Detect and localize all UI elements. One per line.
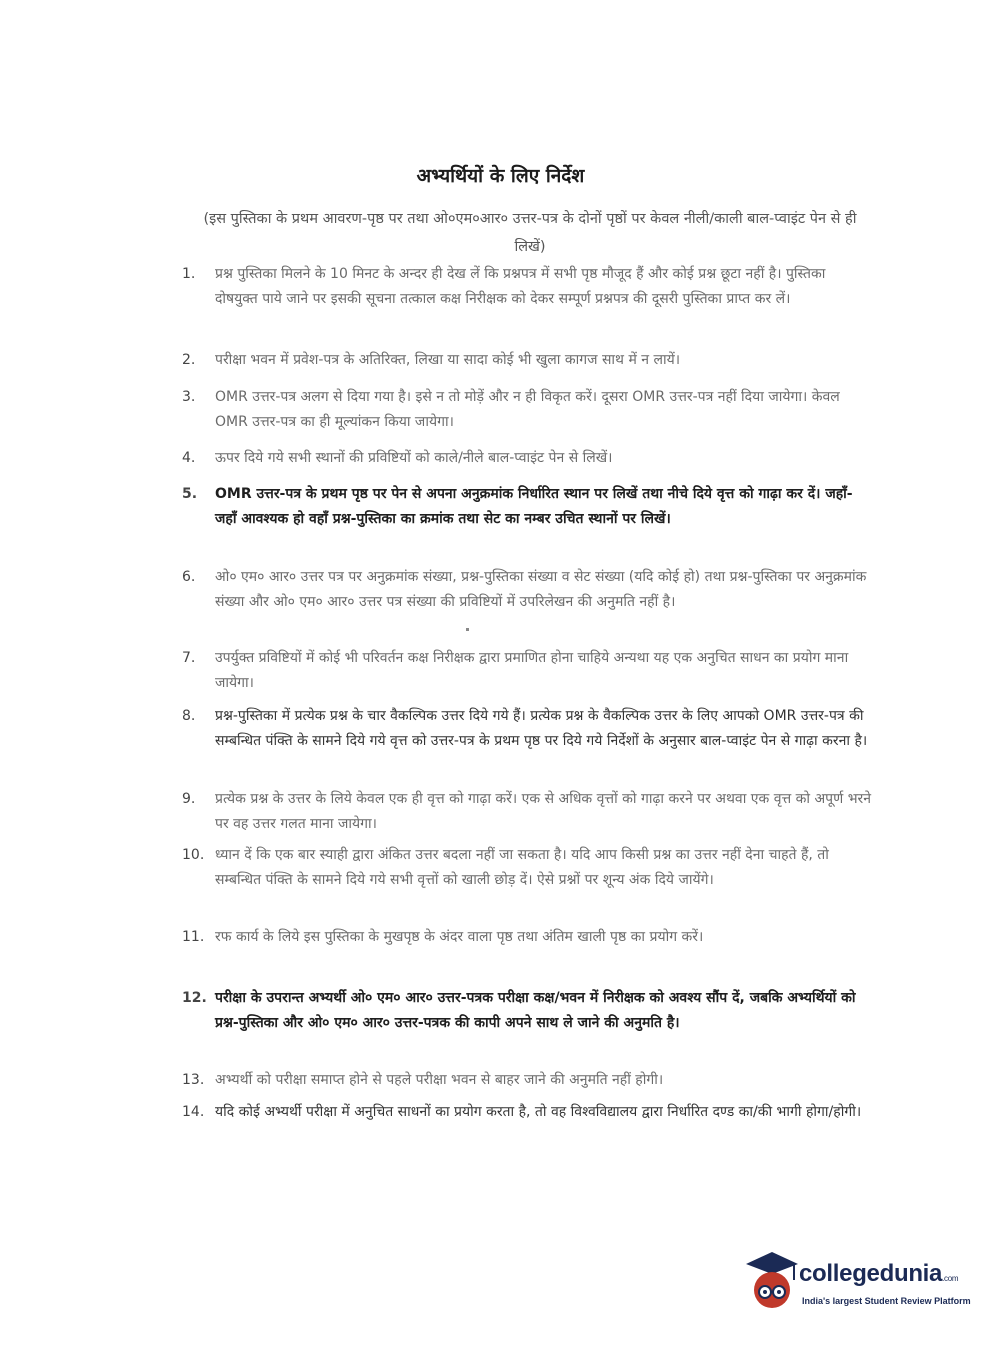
instruction-number: 3. (182, 389, 196, 405)
instruction-item (182, 262, 872, 312)
brand-tagline: India's largest Student Review Platform (802, 1296, 971, 1306)
instruction-item (182, 787, 872, 837)
instruction-number: 5. (182, 486, 198, 502)
instruction-number: 2. (182, 352, 196, 368)
instruction-text: अभ्यर्थी को परीक्षा समाप्त होने से पहले परीक्षा भवन से बाहर जाने की अनुमति नहीं होगी। (215, 1072, 664, 1088)
instruction-item (182, 1068, 872, 1093)
instruction-number: 13. (182, 1072, 205, 1088)
instruction-number: 1. (182, 266, 196, 282)
student-mascot-icon (742, 1250, 802, 1320)
instruction-text: ऊपर दिये गये सभी स्थानों की प्रविष्टियों को काले/नीले बाल-प्वाइंट पेन से लिखें। (215, 450, 613, 466)
instruction-number: 14. (182, 1104, 205, 1120)
instruction-text: रफ कार्य के लिये इस पुस्तिका के मुखपृष्ठ के अंदर वाला पृष्ठ तथा अंतिम खाली पृष्ठ का प्रयोग करें। (215, 929, 704, 945)
instruction-item (182, 1100, 872, 1125)
instruction-item (182, 704, 872, 754)
instruction-item (182, 385, 872, 435)
instruction-text: प्रत्येक प्रश्न के उत्तर के लिये केवल एक ही वृत्त को गाढ़ा करें। एक से अधिक वृत्तों को गाढ़ा करने पर अथवा एक वृत्त को अपूर्ण भरने पर वह उत्तर गलत माना जायेगा। (215, 791, 872, 832)
instruction-item (182, 446, 872, 471)
instruction-text: ओ० एम० आर० उत्तर पत्र पर अनुक्रमांक संख्या, प्रश्न-पुस्तिका संख्या व सेट संख्या (यदि कोई हो) तथा प्रश्न-पुस्तिका पर अनुक्रमांक संख्या और ओ० एम० आर० उत्तर पत्र संख्या की प्रविष्टियों में उपरिलेखन की अनुमति नहीं है। (215, 569, 867, 610)
instruction-item (182, 986, 872, 1036)
instruction-number: 11. (182, 929, 205, 945)
instruction-number: 8. (182, 708, 196, 724)
page-title: अभ्यर्थियों के लिए निर्देश (416, 165, 585, 187)
speck-mark (466, 628, 469, 631)
instruction-item (182, 843, 872, 893)
instruction-text: प्रश्न पुस्तिका मिलने के 10 मिनट के अन्दर ही देख लें कि प्रश्नपत्र में सभी पृष्ठ मौजूद हैं और कोई प्रश्न छूटा नहीं है। पुस्तिका दोषयुक्त पाये जाने पर इसकी सूचना तत्काल कक्ष निरीक्षक को देकर सम्पूर्ण प्रश्नपत्र की दूसरी पुस्तिका प्राप्त कर लें। (215, 266, 826, 307)
instruction-number: 12. (182, 990, 207, 1006)
page-subtitle: (इस पुस्तिका के प्रथम आवरण-पृष्ठ पर तथा ओ०एम०आर० उत्तर-पत्र के दोनों पृष्ठों पर केवल नीली/काली बाल-प्वाइंट पेन से ही लिखें) (203, 211, 857, 255)
instruction-text: परीक्षा के उपरान्त अभ्यर्थी ओ० एम० आर० उत्तर-पत्रक परीक्षा कक्ष/भवन में निरीक्षक को अवश्य सौंप दें, जबकि अभ्यर्थियों को प्रश्न-पुस्तिका और ओ० एम० आर० उत्तर-पत्रक की कापी अपने साथ ले जाने की अनुमति है। (215, 990, 856, 1031)
instruction-text: परीक्षा भवन में प्रवेश-पत्र के अतिरिक्त, लिखा या सादा कोई भी खुला कागज साथ में न लायें। (215, 352, 681, 368)
instruction-text: ध्यान दें कि एक बार स्याही द्वारा अंकित उत्तर बदला नहीं जा सकता है। यदि आप किसी प्रश्न का उत्तर नहीं देना चाहते हैं, तो सम्बन्धित पंक्ति के सामने दिये गये सभी वृत्तों को खाली छोड़ दें। ऐसे प्रश्नों पर शून्य अंक दिये जायेंगे। (215, 847, 829, 888)
instruction-number: 4. (182, 450, 196, 466)
instruction-item (182, 565, 872, 615)
instruction-number: 10. (182, 847, 205, 863)
instruction-text: यदि कोई अभ्यर्थी परीक्षा में अनुचित साधनों का प्रयोग करता है, तो वह विश्वविद्यालय द्वारा निर्धारित दण्ड का/की भागी होगा/होगी। (215, 1104, 862, 1120)
collegedunia-watermark (742, 1250, 972, 1320)
instruction-text: OMR उत्तर-पत्र के प्रथम पृष्ठ पर पेन से अपना अनुक्रमांक निर्धारित स्थान पर लिखें तथा नीचे दिये वृत्त को गाढ़ा कर दें। जहाँ-जहाँ आवश्यक हो वहाँ प्रश्न-पुस्तिका का क्रमांक तथा सेट का नम्बर उचित स्थानों पर लिखें। (215, 486, 853, 527)
instruction-number: 9. (182, 791, 196, 807)
instruction-item (182, 646, 872, 696)
instruction-text: प्रश्न-पुस्तिका में प्रत्येक प्रश्न के चार वैकल्पिक उत्तर दिये गये हैं। प्रत्येक प्रश्न के वैकल्पिक उत्तर के लिए आपको OMR उत्तर-पत्र की सम्बन्धित पंक्ति के सामने दिये गये वृत्त को उत्तर-पत्र के प्रथम पृष्ठ पर दिये गये निर्देशों के अनुसार बाल-प्वाइंट पेन से गाढ़ा करना है। (215, 708, 868, 749)
instruction-text: OMR उत्तर-पत्र अलग से दिया गया है। इसे न तो मोड़ें और न ही विकृत करें। दूसरा OMR उत्तर-पत्र नहीं दिया जायेगा। केवल OMR उत्तर-पत्र का ही मूल्यांकन किया जायेगा। (215, 389, 840, 430)
brand-domain-suffix: .com (942, 1274, 959, 1283)
instruction-item (182, 348, 872, 373)
brand-name: collegedunia.com (799, 1260, 959, 1287)
instruction-number: 7. (182, 650, 196, 666)
instruction-item (182, 925, 872, 950)
instruction-text: उपर्युक्त प्रविष्टियों में कोई भी परिवर्तन कक्ष निरीक्षक द्वारा प्रमाणित होना चाहिये अन्यथा यह एक अनुचित साधन का प्रयोग माना जायेगा। (215, 650, 849, 691)
instruction-item (182, 482, 872, 532)
instruction-number: 6. (182, 569, 196, 585)
